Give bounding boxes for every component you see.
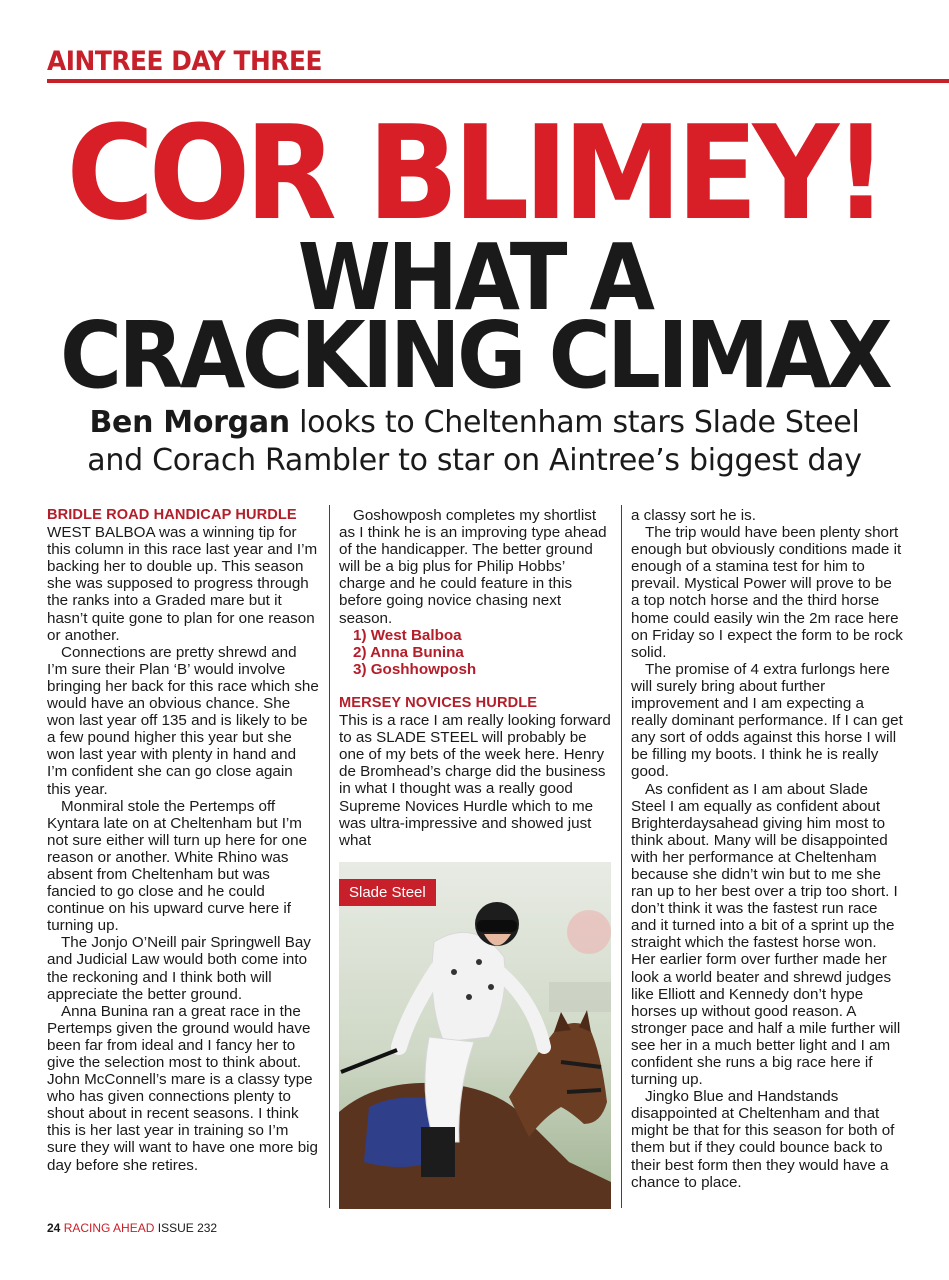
paragraph: The promise of 4 extra furlongs here will surely bring about further improvement and I am expecting a really dominant performance. If I can get any sort of odds against this horse I will be filling my boots. I think he is really good. <box>631 660 903 781</box>
paragraph: As confident as I am about Slade Steel I am equally as confident about Brighterdaysahead giving him most to think about. Many will be disappointed with her performance at Cheltenham because she didn’t win but to me she ran up to her best over a trip too short. I don’t think it was the fastest run race and it turned into a bit of a sprint up the straight which the fastest horse won. Her earlier form over further made her look a world beater and shrewd judges like Elliott and Kennedy don’t hype horses up without good reason. A stronger pace and half a mile further will see her in a much better light and I am confident she runs a big race here if turning up. <box>631 780 901 1089</box>
article-column-3 <box>631 507 903 1191</box>
paragraph: Goshowposh completes my shortlist as I think he is an improving type ahead of the handicapper. The better ground will be a big plus for Philip Hobbs’ charge and he could feature in this before going novice chasing next season. <box>339 507 607 627</box>
paragraph: Anna Bunina ran a great race in the Pertemps given the ground would have been far from ideal and I fancy her to give the selection most to think about. John McConnell’s mare is a classy type who has given connections plenty to shout about in recent seasons. I think this is her last year in training so I’m sure they will want to have one more big day before she retires. <box>47 1002 318 1174</box>
page-number: 24 <box>47 1221 61 1235</box>
author-name: Ben Morgan <box>89 405 290 440</box>
jockey-horse-photo <box>339 862 611 1209</box>
column-divider <box>621 505 622 1208</box>
photo-illustration <box>339 862 611 1209</box>
header-rule <box>47 79 949 83</box>
headline-line-1: COR BLIMEY! <box>66 97 883 249</box>
paragraph: Jingko Blue and Handstands disappointed at Cheltenham and that might be that for this season for both of them but if they could bounce back to their best form then they would have a chance to place. <box>631 1088 895 1191</box>
paragraph: WEST BALBOA was a winning tip for this column in this race last year and I’m backing her to double up. This season she was supposed to progress through the ranks into a Graded mare but it hasn’t quite gone to plan for one reason or another. <box>47 524 318 644</box>
paragraph: a classy sort he is. <box>631 507 756 524</box>
section-tag: AINTREE DAY THREE <box>47 46 322 77</box>
paragraph: Monmiral stole the Pertemps off Kyntara late on at Cheltenham but I’m not sure either will turn up here for one reason or another. White Rhino was absent from Cheltenham but was fancied to go close and he could continue on his upward curve here if turning up. <box>47 797 308 935</box>
page-footer <box>47 1221 217 1235</box>
magazine-name: RACING AHEAD <box>63 1221 155 1235</box>
issue-number: ISSUE 232 <box>157 1221 218 1235</box>
article-column-2 <box>339 507 611 849</box>
paragraph: The Jonjo O’Neill pair Springwell Bay and Judicial Law would both come into the reckoning and I think both will appreciate the better ground. <box>47 934 311 1003</box>
column-divider <box>329 505 330 1208</box>
article-column-1 <box>47 507 319 1174</box>
paragraph: This is a race I am really looking forward to as SLADE STEEL will probably be one of my bets of the week here. Henry de Bromhead’s charge did the business in what I thought was a really good Supreme Novices Hurdle which to me was ultra-impressive and showed just what <box>339 712 611 849</box>
headline-line-2: WHAT A <box>297 224 652 331</box>
standfirst-text-2: and Corach Rambler to star on Aintree’s biggest day <box>87 443 862 478</box>
standfirst <box>0 404 949 480</box>
selection-item: 2) Anna Bunina <box>353 643 464 661</box>
standfirst-text-1: looks to Cheltenham stars Slade Steel <box>289 405 860 440</box>
headline-line-3: CRACKING CLIMAX <box>59 302 890 409</box>
race-heading: BRIDLE ROAD HANDICAP HURDLE <box>47 507 297 523</box>
paragraph: Connections are pretty shrewd and I’m sure their Plan ‘B’ would involve bringing her back for this race which she would have an obvious chance. She won last year off 135 and is likely to be a few pound higher this year but she won last year with plenty in hand and I’m confident she can go close again this year. <box>47 643 319 798</box>
selections-list <box>339 627 611 678</box>
race-heading: MERSEY NOVICES HURDLE <box>339 694 538 711</box>
selection-item: 1) West Balboa <box>353 626 462 644</box>
photo-caption: Slade Steel <box>339 879 436 906</box>
paragraph: The trip would have been plenty short enough but obviously conditions made it enough of a stamina test for him to prevail. Mystical Power will prove to be a top notch horse and the third horse home could easily win the 2m race here on Friday so I expect the form to be rock solid. <box>631 524 903 661</box>
selection-item: 3) Goshhowposh <box>353 660 477 678</box>
